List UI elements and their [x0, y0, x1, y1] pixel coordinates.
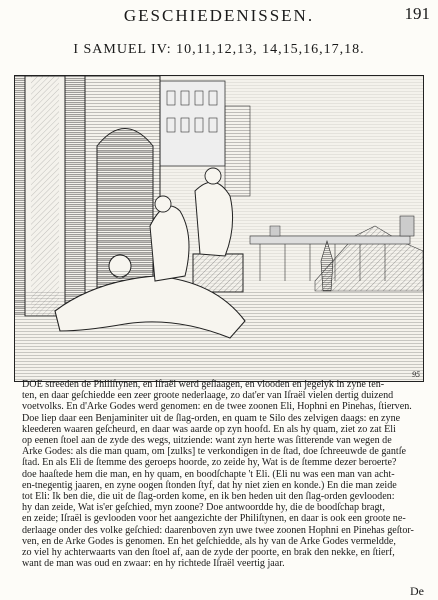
running-title: GESCHIEDENISSEN.: [123, 6, 315, 25]
engraving-scene: [15, 76, 423, 381]
body-text-line: ſtad. En als Eli de ſtemme des geroeps hoorde, zo zeide hy, Wat is de ſtemme dezer beroerte?: [22, 457, 397, 469]
body-text-line: doe haaſtede hem die man, en hy quam, en boodſchapte 't Eli. (Eli nu was een man van acht-: [22, 468, 395, 480]
catchword: De: [410, 584, 424, 598]
body-text-line: DOE streeden de Philiſtynen, en Iſraël werd geſlaagen, en vlooden en jegelyk in zyne ten-: [22, 379, 385, 390]
messenger-head: [205, 168, 221, 184]
balustrade-rail: [250, 236, 410, 244]
urn-ornament: [270, 226, 280, 236]
engraving-illustration: [14, 75, 424, 382]
body-text-line: ten, en daar geſchiedde een zeer groote nederlaage, zo dat'er van Iſraël vielen dertig duizend: [22, 390, 394, 402]
attendant-figure: [150, 206, 189, 281]
body-text-line: ven, en de Arke Godes is genomen. En het geſchiedde, als hy van de Arke Godes vermeldde,: [22, 535, 396, 547]
body-text-line: en zeide; Iſraël is gevlooden voor het aangezichte der Philiſtynen, en daar is ook een groote ne-: [22, 513, 406, 525]
body-text-line: voetvolks. En d'Arke Godes werd genomen: en de twee zoonen Eli, Hophni en Pinehas, ſtierven.: [22, 401, 412, 413]
engraver-mark: 95: [412, 370, 420, 379]
body-text: [22, 379, 422, 569]
body-text-line: en-tnegentig jaaren, en zyne oogen ſtonden ſtyf, dat hy niet zien en konde.) En die man zeide: [22, 479, 397, 491]
pilaster-ornament: [31, 76, 59, 316]
page-number: 191: [404, 4, 430, 23]
body-text-line: Arke Godes: als die man quam, om [zulks] te verkondigen in de ſtad, doe ſchreeuwde de gantſe: [22, 446, 407, 458]
attendant-head: [155, 196, 171, 212]
body-text-line: zo viel hy achterwaarts van den ſtoel af, aan de zyde der poorte, en brak den nekke, en ſtierf,: [22, 547, 395, 559]
chapter-reference: I SAMUEL IV: 10,11,12,13, 14,15,16,17,18.: [73, 42, 365, 57]
body-text-line: hy dan zeide, Wat is'er geſchied, myn zoone? Doe antwoordde hy, die de boodſchap bragt,: [22, 502, 385, 514]
palace-wing: [225, 106, 250, 196]
body-text-line: derlaage onder des volke geſchied: daarenboven zyn uwe twee zoonen Hophni en Pinehas geſtor-: [22, 524, 414, 536]
body-text-line: tot Eli: Ik ben die, die uit de ſlag-orden kome, en ik ben heden uit den ſlag-orden gevlooden:: [22, 491, 395, 503]
body-text-line: kleederen waaren geſcheurd, en daar was aarde op zyn hoofd. En als hy quam, ziet zo zat Eli: [22, 423, 396, 435]
messenger-figure: [195, 182, 233, 256]
body-text-line: op eenen ſtoel aan de zyde des wegs, uitziende: want zyn herte was ſitterende van wegen de: [22, 435, 392, 447]
background-palace: [160, 81, 225, 166]
body-text-line: want de man was oud en zwaar: en hy richtede Iſraël veertig jaar.: [22, 558, 285, 570]
body-text-line: Doe liep daar een Benjaminiter uit de ſlag-orden, en quam te Silo des zelvigen daags: en zyne: [22, 412, 401, 424]
urn-ornament: [400, 216, 414, 236]
